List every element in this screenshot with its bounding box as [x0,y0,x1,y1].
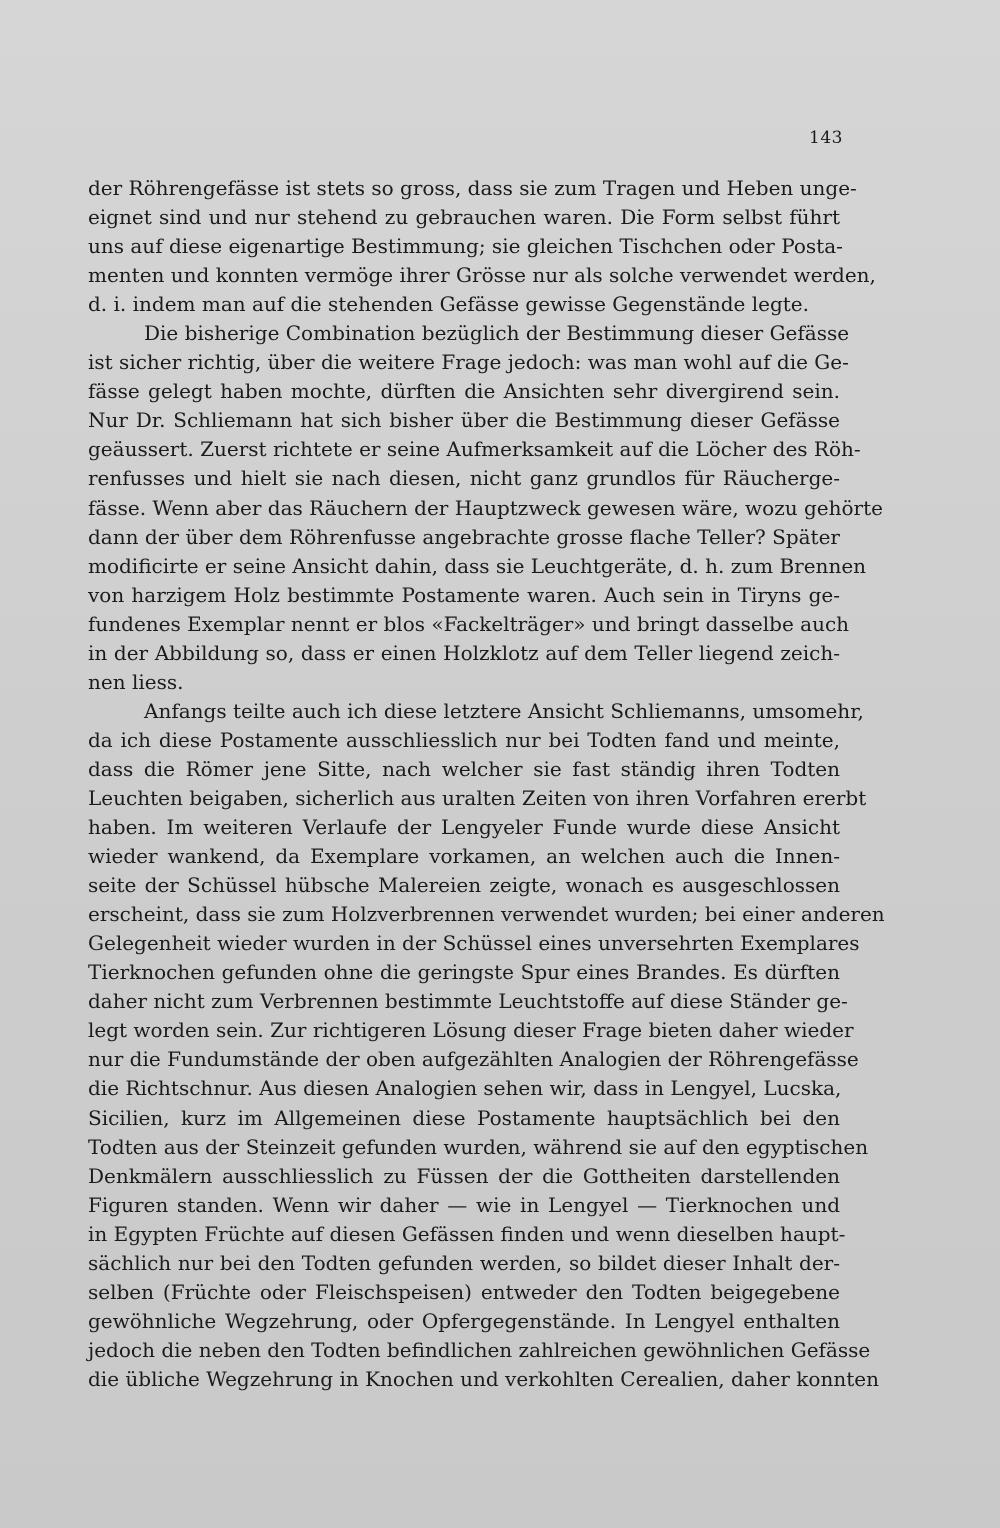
text-line: nur die Fundumstände der oben aufgezählten Analogien der Röhrengefässe [88,1047,859,1072]
text-line: von harzigem Holz bestimmte Postamente waren. Auch sein in Tiryns ge- [88,582,840,607]
text-line: seite der Schüssel hübsche Malereien zeigte, wonach es ausgeschlossen [88,873,840,898]
text-line: gewöhnliche Wegzehrung, oder Opfergegenstände. In Lengyel enthalten [88,1308,840,1333]
text-line: renfusses und hielt sie nach diesen, nicht ganz grundlos für Räucherge- [88,466,840,491]
text-line: Figuren standen. Wenn wir daher — wie in Lengyel — Tierknochen und [88,1192,840,1217]
text-line: nen liess. [88,669,184,694]
text-line: Todten aus der Steinzeit gefunden wurden, während sie auf den egyptischen [88,1134,869,1159]
text-line: uns auf diese eigenartige Bestimmung; sie gleichen Tischchen oder Posta- [88,234,843,259]
text-line: fässe. Wenn aber das Räuchern der Hauptzweck gewesen wäre, wozu gehörte [88,495,883,520]
text-line: haben. Im weiteren Verlaufe der Lengyeler Funde wurde diese Ansicht [88,815,840,840]
text-line: Nur Dr. Schliemann hat sich bisher über die Bestimmung dieser Gefässe [88,408,840,433]
text-line: in der Abbildung so, dass er einen Holzklotz auf dem Teller liegend zeich- [88,640,840,665]
text-line: dann der über dem Röhrenfusse angebrachte grosse flache Teller? Später [88,524,840,549]
text-line: selben (Früchte oder Fleischspeisen) entweder den Todten beigegebene [88,1279,840,1304]
text-line: fässe gelegt haben mochte, dürften die Ansichten sehr divergirend sein. [88,379,840,404]
text-line: geäussert. Zuerst richtete er seine Aufmerksamkeit auf die Löcher des Röh- [88,437,861,462]
text-line: ist sicher richtig, über die weitere Frage jedoch: was man wohl auf die Ge- [88,350,849,375]
text-line: modificirte er seine Ansicht dahin, dass sie Leuchtgeräte, d. h. zum Brennen [88,553,867,578]
text-line: Anfangs teilte auch ich diese letztere Ansicht Schliemanns, umsomehr, [144,698,864,723]
text-line: Denkmälern ausschliesslich zu Füssen der die Gottheiten darstellenden [88,1163,840,1188]
text-line: Sicilien, kurz im Allgemeinen diese Postamente hauptsächlich bei den [88,1105,840,1130]
text-line: Die bisherige Combination bezüglich der Bestimmung dieser Gefässe [144,321,850,346]
text-line: d. i. indem man auf die stehenden Gefässe gewisse Gegenstände legte. [88,292,809,317]
text-line: in Egypten Früchte auf diesen Gefässen finden und wenn dieselben haupt- [88,1221,846,1246]
text-line: Gelegenheit wieder wurden in der Schüssel eines unversehrten Exemplares [88,931,860,956]
text-line: fundenes Exemplar nennt er blos «Fackelträger» und bringt dasselbe auch [88,611,850,636]
text-line: eignet sind und nur stehend zu gebrauchen waren. Die Form selbst führt [88,205,840,230]
text-line: sächlich nur bei den Todten gefunden werden, so bildet dieser Inhalt der- [88,1250,840,1275]
text-line: legt worden sein. Zur richtigeren Lösung dieser Frage bieten daher wieder [88,1018,854,1043]
text-line: wieder wankend, da Exemplare vorkamen, an welchen auch die Innen- [88,844,840,869]
text-line: menten und konnten vermöge ihrer Grösse nur als solche verwendet werden, [88,263,876,288]
text-line: Tierknochen gefunden ohne die geringste Spur eines Brandes. Es dürften [88,960,840,985]
text-line: Leuchten beigaben, sicherlich aus uralten Zeiten von ihren Vorfahren ererbt [88,785,867,810]
text-line: da ich diese Postamente ausschliesslich nur bei Todten fand und meinte, [88,727,840,752]
text-line: dass die Römer jene Sitte, nach welcher sie fast ständig ihren Todten [88,756,840,781]
body-text [88,174,885,1394]
text-line: erscheint, dass sie zum Holzverbrennen verwendet wurden; bei einer anderen [88,902,885,927]
page-number: 143 [809,128,843,148]
text-line: die Richtschnur. Aus diesen Analogien sehen wir, dass in Lengyel, Lucska, [88,1076,842,1101]
text-line: jedoch die neben den Todten befindlichen zahlreichen gewöhnlichen Gefässe [88,1337,871,1362]
text-line: daher nicht zum Verbrennen bestimmte Leuchtstoffe auf diese Ständer ge- [88,989,848,1014]
text-line: der Röhrengefässe ist stets so gross, dass sie zum Tragen und Heben unge- [88,176,857,200]
text-line: die übliche Wegzehrung in Knochen und verkohlten Cerealien, daher konnten [88,1366,879,1391]
